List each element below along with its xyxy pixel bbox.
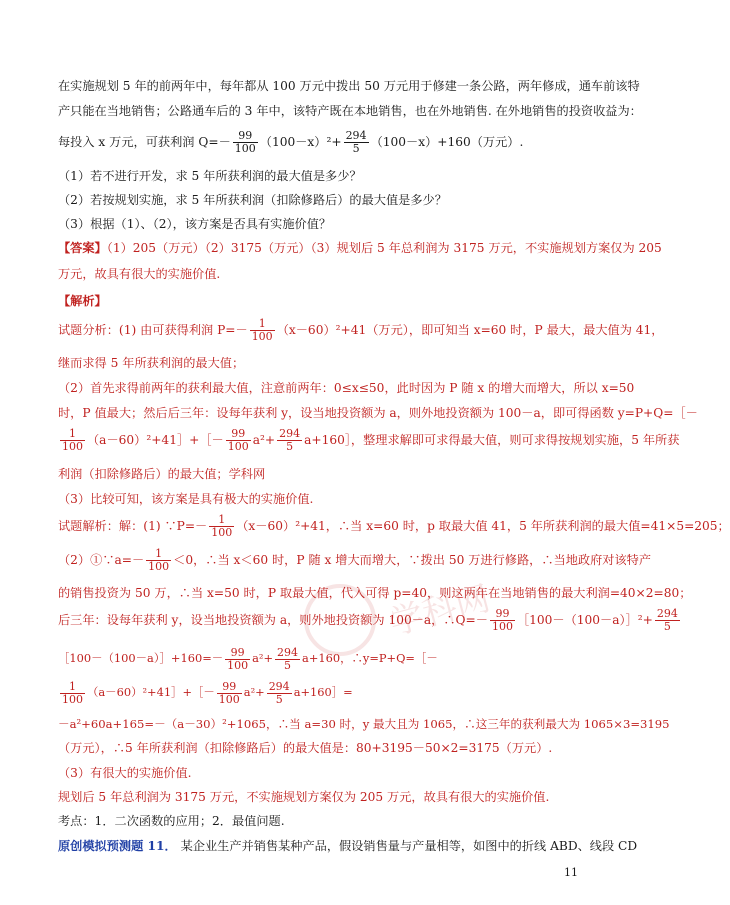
- numerator: 99: [233, 130, 258, 143]
- text-segment: （x－60）²+41（万元），即可知当 x=60 时，P 最大，最大值为 41，: [276, 323, 664, 337]
- answer-line-1: [58, 240, 662, 256]
- text-segment: ＜0，∴当 x＜60 时，P 随 x 增大而增大，∵拨出 50 万进行修路，∴当地政府对该特产: [173, 553, 652, 567]
- numerator: 294: [268, 679, 290, 693]
- fraction: [209, 514, 234, 539]
- analysis-line-1: [58, 316, 664, 344]
- denominator: 5: [663, 620, 671, 633]
- text-segment: a+160，∴y=P+Q=［－: [302, 651, 438, 665]
- answer-text: （1）205（万元）（2）3175（万元）（3）规划后 5 年总利润为 3175 万元，不实施规划方案仅为 205: [106, 241, 662, 255]
- fraction: [217, 681, 242, 706]
- numerator: 1: [209, 514, 234, 527]
- problem-line-2: 产只能在当地销售；公路通车后的 3 年中，该特产既在本地销售，也在外地销售. 在外地销售的投资收益为：: [58, 104, 642, 118]
- solution-line-5: [58, 644, 593, 672]
- numerator: 99: [490, 608, 515, 621]
- text-segment: 后三年：设每年获利 y，设当地投资额为 a，则外地投资额为 100－a，∴Q=－: [58, 613, 488, 627]
- next-problem-tag: 原创模拟预测题 11．: [58, 839, 177, 853]
- denominator: 100: [148, 560, 170, 573]
- solution-line-2: [58, 546, 652, 574]
- numerator: 99: [225, 647, 250, 660]
- denominator: 100: [218, 692, 240, 706]
- answer-tag: 【答案】: [58, 241, 107, 255]
- numerator: 294: [279, 427, 301, 440]
- denominator: 5: [275, 692, 283, 706]
- problem-line-3: [58, 128, 593, 156]
- solution-line-9: （3）有很大的实施价值.: [58, 766, 192, 780]
- numerator: 294: [656, 607, 678, 620]
- analysis-line-2: 继而求得 5 年所获利润的最大值；: [58, 356, 245, 370]
- numerator: 1: [60, 428, 85, 441]
- next-problem-line: [58, 838, 638, 854]
- numerator: 294: [277, 645, 299, 659]
- fraction: [490, 608, 515, 633]
- solution-line-4: [58, 606, 678, 634]
- text-segment: a+160］=: [293, 685, 353, 699]
- numerator: 99: [217, 681, 242, 694]
- fraction: [60, 681, 85, 706]
- analysis-line-5: [58, 426, 680, 454]
- question-2: （2）若按规划实施，求 5 年所获利润（扣除修路后）的最大值是多少？: [58, 193, 447, 207]
- denominator: 100: [234, 142, 256, 155]
- next-problem-text: 某企业生产并销售某种产品，假设销售量与产量相等，如图中的折线 ABD、线段 CD: [176, 839, 638, 853]
- text-segment: 试题解析：解：(1) ∵P=－: [58, 519, 208, 533]
- denominator: 100: [62, 692, 83, 706]
- denominator: 5: [352, 142, 360, 155]
- denominator: 100: [62, 440, 83, 453]
- analysis-line-3: （2）首先求得前两年的获利最大值，注意前两年：0≤x≤50，此时因为 P 随 x 的增大而增大，所以 x=50: [58, 381, 635, 395]
- denominator: 100: [227, 440, 249, 453]
- solution-line-3: 的销售投资为 50 万，∴当 x=50 时，P 取最大值，代入可得 p=40，则这两年在当地销售的最大利润=40×2=80；: [58, 586, 692, 600]
- solution-line-10: 规划后 5 年总利润为 3175 万元，不实施规划方案仅为 205 万元，故具有很大的实施价值.: [58, 790, 550, 804]
- denominator: 5: [284, 658, 292, 672]
- text-segment: （100－x）²+: [259, 135, 342, 149]
- text-segment: （100－x）+160（万元）.: [370, 135, 524, 149]
- denominator: 100: [491, 620, 513, 633]
- text-segment: （2）①∵a=－: [58, 553, 145, 567]
- text-segment: 每投入 x 万元，可获利润 Q=－: [58, 135, 231, 149]
- problem-line-1: 在实施规划 5 年的前两年中，每年都从 100 万元中拨出 50 万元用于修建一条公路，两年修成，通车前该特: [58, 79, 640, 93]
- fraction: [146, 548, 171, 573]
- fraction: [655, 608, 680, 633]
- solution-line-1: [58, 512, 730, 540]
- answer-line-2: 万元，故具有很大的实施价值.: [58, 267, 221, 281]
- analysis-line-7: （3）比较可知，该方案是具有极大的实施价值.: [58, 492, 314, 506]
- question-1: （1）若不进行开发，求 5 年所获利润的最大值是多少？: [58, 169, 362, 183]
- numerator: 294: [345, 129, 367, 142]
- page-number: 11: [564, 866, 578, 879]
- fraction: [226, 428, 251, 453]
- analysis-line-4: 时，P 值最大；然后后三年：设每年获利 y，设当地投资额为 a，则外地投资额为 100－a，即可得函数 y=P+Q=［－: [58, 406, 698, 420]
- numerator: 1: [250, 318, 275, 331]
- text-segment: a²+: [243, 685, 265, 699]
- text-segment: a²+: [252, 433, 276, 447]
- fraction: [344, 130, 369, 155]
- svg-text:学科网: 学科网: [385, 578, 495, 644]
- denominator: 100: [211, 526, 233, 539]
- text-segment: ［100－（100－a）］²+: [516, 613, 653, 627]
- denominator: 100: [251, 330, 273, 343]
- text-segment: 试题分析：(1) 由可获得利润 P=－: [58, 323, 248, 337]
- fraction: [250, 318, 275, 343]
- solution-line-8: （万元），∴5 年所获利润（扣除修路后）的最大值是：80+3195－50×2=3175（万元）.: [58, 741, 553, 755]
- fraction: [275, 647, 300, 672]
- solution-line-6: [58, 678, 593, 706]
- fraction: [225, 647, 250, 672]
- kaodian-line: 考点：1．二次函数的应用；2．最值问题.: [58, 814, 285, 828]
- text-segment: a²+: [252, 651, 274, 665]
- text-segment: （x－60）²+41，∴当 x=60 时，p 取最大值 41，5 年所获利润的最大值=41×5=205；: [236, 519, 730, 533]
- denominator: 100: [227, 658, 249, 672]
- fraction: [60, 428, 85, 453]
- denominator: 5: [286, 440, 294, 453]
- text-segment: ［100－（100－a）］+160=－: [58, 651, 224, 665]
- numerator: 1: [146, 548, 171, 561]
- analysis-line-6: 利润（扣除修路后）的最大值；学科网: [58, 467, 266, 481]
- numerator: 1: [60, 681, 85, 694]
- text-segment: a+160］，整理求解即可求得最大值，则可求得按规划实施，5 年所获: [304, 433, 680, 447]
- fraction: [233, 130, 258, 155]
- question-3: （3）根据（1）、（2），该方案是否具有实施价值？: [58, 217, 332, 231]
- solution-line-7: －a²+60a+165=－（a－30）²+1065，∴当 a=30 时，y 最大且为 1065，∴这三年的获利最大为 1065×3=3195: [58, 717, 670, 731]
- fraction: [267, 681, 292, 706]
- text-segment: （a－60）²+41］+［－: [87, 685, 215, 699]
- analysis-tag: 【解析】: [58, 294, 107, 308]
- numerator: 99: [226, 428, 251, 441]
- text-segment: （a－60）²+41］+［－: [87, 433, 224, 447]
- fraction: [277, 428, 302, 453]
